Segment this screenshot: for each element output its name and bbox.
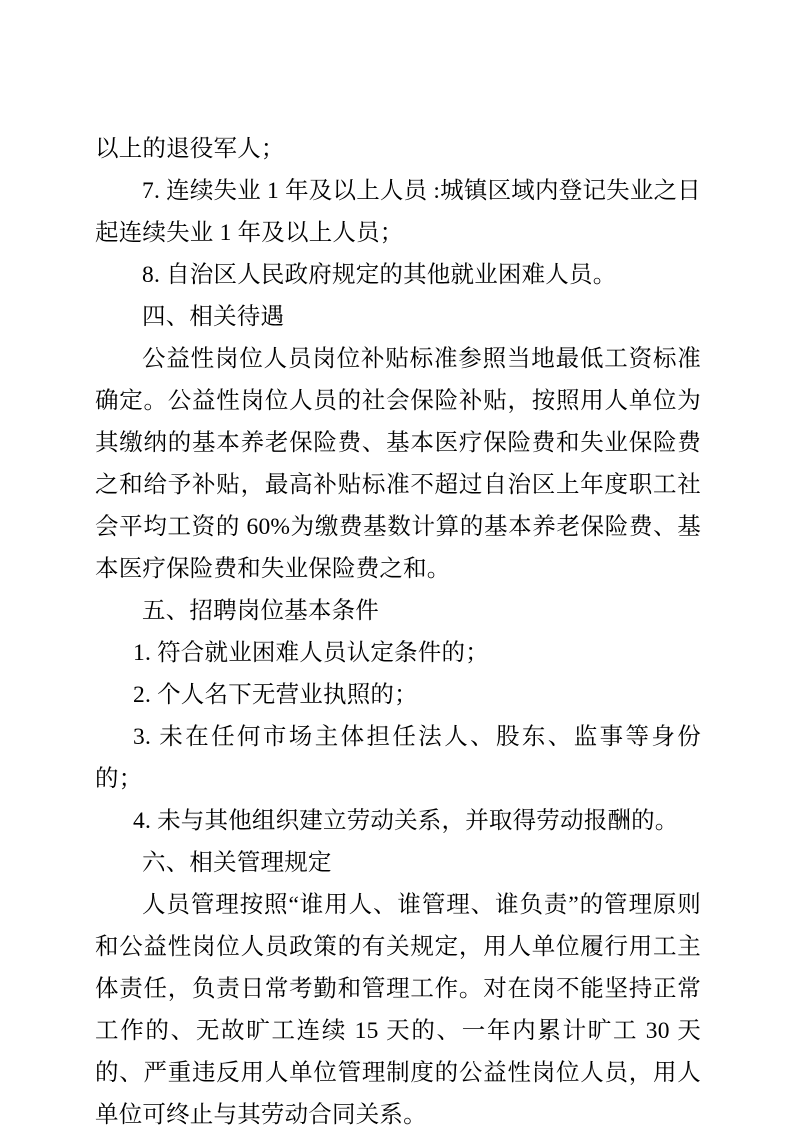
paragraph-condition-3: 3. 未在任何市场主体担任法人、股东、监事等身份的； (95, 724, 701, 792)
paragraph-condition-2: 2. 个人名下无营业执照的； (133, 682, 418, 708)
paragraph-item-7-unemployed: 7. 连续失业 1 年及以上人员 :城镇区域内登记失业之日起连续失业 1 年及以上人员； (95, 178, 701, 246)
heading-section-six: 六、相关管理规定 (142, 850, 332, 876)
paragraph-condition-1: 1. 符合就业困难人员认定条件的； (133, 640, 489, 666)
paragraph-continued-veteran: 以上的退役军人； (95, 136, 285, 162)
heading-section-five: 五、招聘岗位基本条件 (142, 598, 379, 624)
paragraph-management-detail: 人员管理按照“谁用人、谁管理、谁负责”的管理原则和公益性岗位人员政策的有关规定，用人单位履行用工主体责任，负责日常考勤和管理工作。对在岗不能坚持正常工作的、无故旷工连续 15 天的、一年内累计旷工 30 天的、严重违反用人单位管理制度的公益性岗位人员，用人单位可终止与其劳动合同关系。 (95, 892, 701, 1128)
heading-section-four: 四、相关待遇 (142, 304, 285, 330)
paragraph-item-8-other: 8. 自治区人民政府规定的其他就业困难人员。 (142, 262, 617, 288)
paragraph-condition-4: 4. 未与其他组织建立劳动关系，并取得劳动报酬的。 (133, 808, 679, 834)
document-body (95, 128, 701, 1136)
paragraph-benefits-detail: 公益性岗位人员岗位补贴标准参照当地最低工资标准确定。公益性岗位人员的社会保险补贴，按照用人单位为其缴纳的基本养老保险费、基本医疗保险费和失业保险费之和给予补贴，最高补贴标准不超过自治区上年度职工社会平均工资的 60%为缴费基数计算的基本养老保险费、基本医疗保险费和失业保险费之和。 (95, 346, 701, 582)
